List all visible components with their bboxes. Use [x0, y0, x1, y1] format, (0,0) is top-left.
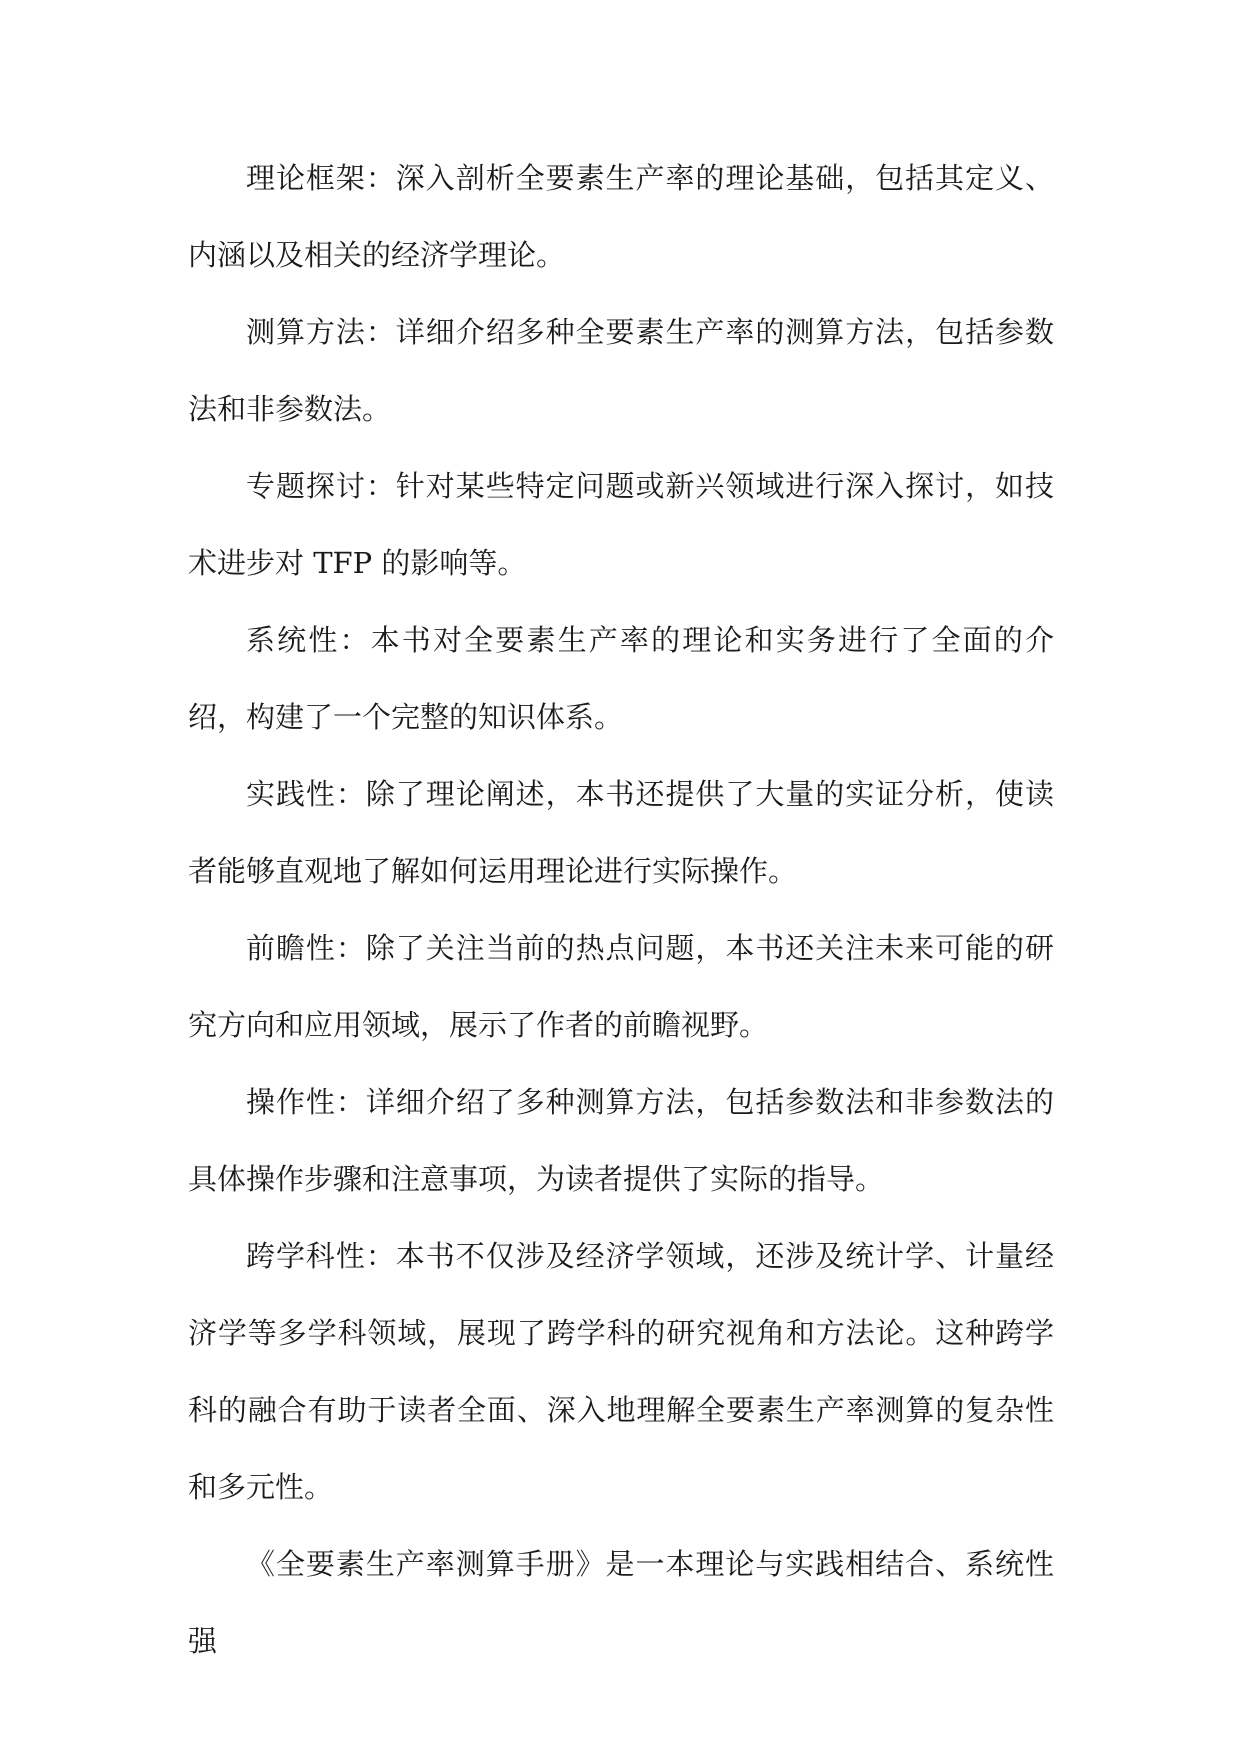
paragraph-theory-framework: 理论框架：深入剖析全要素生产率的理论基础，包括其定义、内涵以及相关的经济学理论。 [188, 161, 1054, 272]
paragraph-operability: 操作性：详细介绍了多种测算方法，包括参数法和非参数法的具体操作步骤和注意事项，为读者提供了实际的指导。 [188, 1085, 1054, 1196]
paragraph-measurement-methods: 测算方法：详细介绍多种全要素生产率的测算方法，包括参数法和非参数法。 [188, 315, 1054, 426]
document-body [188, 140, 1054, 1680]
paragraph-special-topics: 专题探讨：针对某些特定问题或新兴领域进行深入探讨，如技术进步对 TFP 的影响等。 [188, 469, 1054, 580]
paragraph-forward-looking: 前瞻性：除了关注当前的热点问题，本书还关注未来可能的研究方向和应用领域，展示了作者的前瞻视野。 [188, 931, 1054, 1042]
paragraph-conclusion: 《全要素生产率测算手册》是一本理论与实践相结合、系统性强 [188, 1547, 1054, 1658]
paragraph-systematic: 系统性：本书对全要素生产率的理论和实务进行了全面的介绍，构建了一个完整的知识体系。 [188, 623, 1054, 734]
paragraph-practical: 实践性：除了理论阐述，本书还提供了大量的实证分析，使读者能够直观地了解如何运用理论进行实际操作。 [188, 777, 1054, 888]
paragraph-interdisciplinary: 跨学科性：本书不仅涉及经济学领域，还涉及统计学、计量经济学等多学科领域，展现了跨学科的研究视角和方法论。这种跨学科的融合有助于读者全面、深入地理解全要素生产率测算的复杂性和多元性。 [188, 1239, 1054, 1504]
